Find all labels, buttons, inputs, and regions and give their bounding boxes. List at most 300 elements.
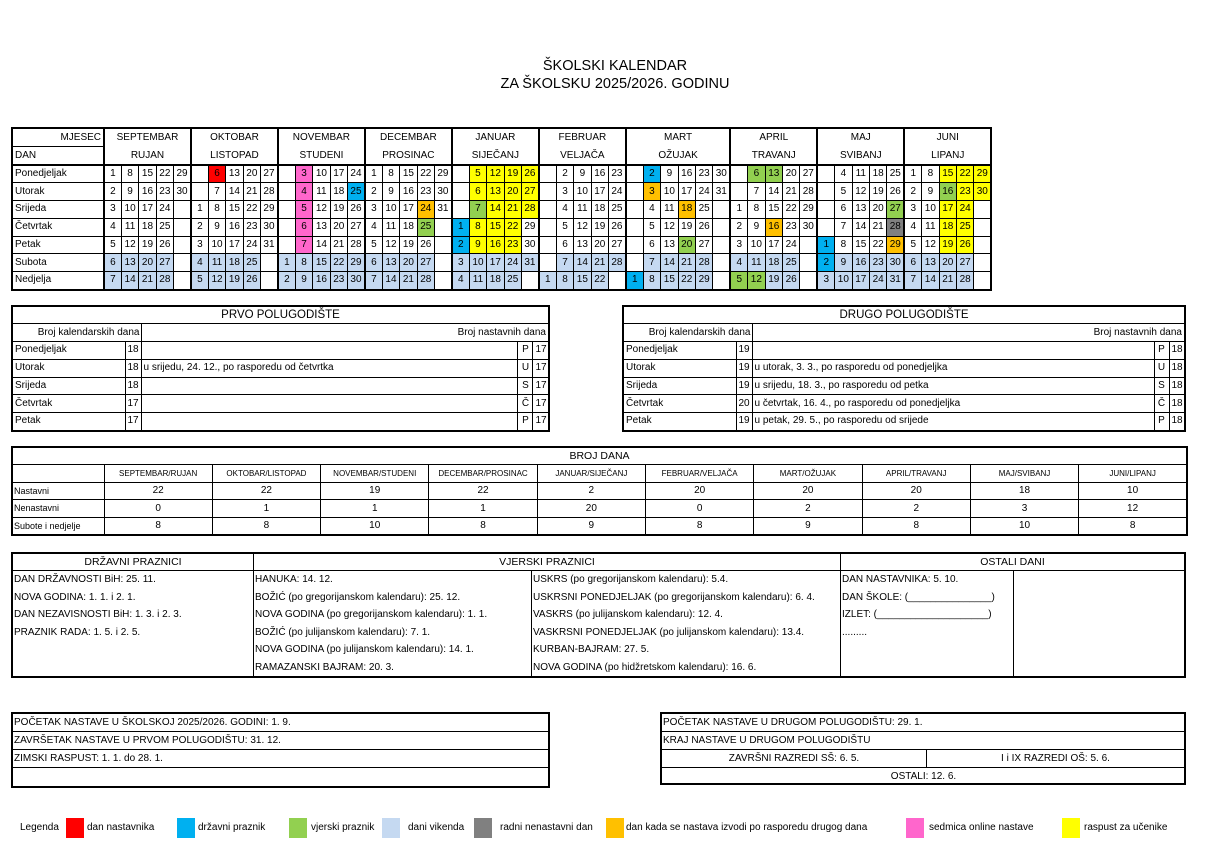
month-name: FEBRUAR [539, 128, 626, 147]
calendar-day-cell: 5 [730, 272, 747, 290]
religious-holiday-item: RAMAZANSKI BAJRAM: 20. 3. [255, 661, 394, 673]
calendar-day-cell [713, 236, 730, 254]
calendar-day-cell [626, 183, 643, 201]
calendar-day-cell: 22 [417, 165, 434, 183]
calendar-day-cell: 28 [521, 201, 538, 219]
day-count-value: 1 [321, 500, 429, 518]
corner-month: MJESEC [12, 128, 104, 147]
calendar-day-cell: 12 [748, 272, 765, 290]
calendar-day-cell: 16 [487, 236, 504, 254]
day-count-month: SEPTEMBAR/RUJAN [104, 465, 212, 483]
calendar-day-cell: 25 [887, 165, 904, 183]
calendar-day-cell: 30 [521, 236, 538, 254]
semester-day-count: 19 [736, 377, 752, 395]
calendar-day-cell: 14 [574, 254, 591, 272]
religious-holiday-item: VASKRSNI PONEDJELJAK (po julijanskom kalendaru): 13.4. [533, 626, 805, 638]
calendar-day-cell [261, 254, 278, 272]
day-name: Srijeda [12, 201, 104, 219]
calendar-day-cell: 1 [904, 165, 921, 183]
calendar-day-cell: 31 [887, 272, 904, 290]
semester-day-count: 20 [736, 395, 752, 413]
calendar-day-cell [261, 272, 278, 290]
calendar-day-cell: 29 [174, 165, 191, 183]
calendar-day-cell: 18 [765, 254, 782, 272]
calendar-day-cell: 23 [608, 165, 625, 183]
calendar-day-cell: 31 [521, 254, 538, 272]
calendar-day-cell: 22 [156, 165, 173, 183]
calendar-day-cell: 1 [539, 272, 556, 290]
semester-day-count: 19 [736, 342, 752, 360]
title-line-2: ZA ŠKOLSKU 2025/2026. GODINU [500, 76, 730, 92]
calendar-day-cell: 11 [574, 201, 591, 219]
month-name: APRIL [730, 128, 817, 147]
calendar-day-cell: 30 [174, 183, 191, 201]
calendar-day-cell: 15 [226, 201, 243, 219]
state-holiday-item: PRAZNIK RADA: 1. 5. i 2. 5. [14, 626, 141, 638]
day-count-value: 2 [862, 500, 970, 518]
calendar-day-cell: 16 [852, 254, 869, 272]
month-alt-name: PROSINAC [365, 147, 452, 166]
day-count-value: 20 [862, 482, 970, 500]
legend-swatch [906, 818, 924, 838]
religious-holiday-item: NOVA GODINA (po hidžretskom kalendaru): 16. 6. [533, 661, 757, 673]
calendar-day-cell: 2 [730, 218, 747, 236]
month-name: MART [626, 128, 730, 147]
semester-day: Utorak [623, 359, 736, 377]
calendar-day-cell: 16 [765, 218, 782, 236]
calendar-day-cell: 7 [748, 183, 765, 201]
calendar-day-cell: 12 [208, 272, 225, 290]
calendar-day-cell: 19 [226, 272, 243, 290]
calendar-day-cell: 8 [208, 201, 225, 219]
other-day-item: DAN ŠKOLE: (_______________) [842, 591, 995, 603]
calendar-day-cell: 11 [922, 218, 939, 236]
calendar-day-cell: 1 [452, 218, 469, 236]
legend-swatch [474, 818, 492, 838]
calendar-day-cell: 5 [104, 236, 121, 254]
semester-day-count: 18 [125, 377, 141, 395]
legend-swatch [177, 818, 195, 838]
legend-item-label: dan nastavnika [87, 822, 155, 833]
semester-note [752, 342, 1154, 360]
calendar-day-cell: 11 [852, 165, 869, 183]
calendar-day-cell: 7 [556, 254, 573, 272]
legend-item-label: vjerski praznik [311, 822, 375, 833]
legend-item-label: radni nenastavni dan [500, 822, 593, 833]
calendar-day-cell: 15 [939, 165, 956, 183]
calendar-day-cell: 28 [887, 218, 904, 236]
calendar-day-cell: 4 [556, 201, 573, 219]
calendar-day-cell: 30 [713, 165, 730, 183]
calendar-days-label: Broj kalendarskih dana [12, 324, 141, 342]
other-day-item: DAN NASTAVNIKA: 5. 10. [842, 574, 959, 585]
calendar-day-cell: 27 [695, 236, 712, 254]
month-alt-name: SVIBANJ [817, 147, 904, 166]
calendar-day-cell: 20 [139, 254, 156, 272]
calendar-day-cell: 18 [400, 218, 417, 236]
semester-note [141, 395, 518, 413]
calendar-day-cell: 13 [121, 254, 138, 272]
semester-note: u petak, 29. 5., po rasporedu od srijede [754, 415, 929, 427]
day-count-month: NOVEMBAR/STUDENI [321, 465, 429, 483]
religious-holiday-item: NOVA GODINA (po gregorijanskom kalendaru): 1. 1. [255, 609, 488, 621]
calendar-day-cell: 18 [869, 165, 886, 183]
day-count-value: 8 [1079, 517, 1187, 535]
calendar-day-cell: 18 [678, 201, 695, 219]
day-count-value: 8 [212, 517, 320, 535]
calendar-day-cell: 20 [591, 236, 608, 254]
calendar-day-cell: 17 [330, 165, 347, 183]
calendar-day-cell: 17 [591, 183, 608, 201]
calendar-day-cell: 14 [765, 183, 782, 201]
calendar-day-cell: 9 [922, 183, 939, 201]
calendar-day-cell [626, 218, 643, 236]
calendar-day-cell: 10 [835, 272, 852, 290]
calendar-day-cell: 9 [748, 218, 765, 236]
semester-day-letter: U [518, 359, 533, 377]
calendar-day-cell: 6 [748, 165, 765, 183]
other-day-item: ......... [842, 626, 868, 638]
calendar-day-cell: 16 [678, 165, 695, 183]
calendar-day-cell: 25 [608, 201, 625, 219]
calendar-day-cell: 27 [608, 236, 625, 254]
calendar-day-cell: 4 [295, 183, 312, 201]
semester-day-letter: U [1154, 359, 1169, 377]
semester-title: DRUGO POLUGODIŠTE [623, 306, 1185, 324]
calendar-day-cell: 18 [939, 218, 956, 236]
calendar-day-cell: 19 [400, 236, 417, 254]
calendar-day-cell: 16 [591, 165, 608, 183]
other-grades: OSTALI: 12. 6. [890, 771, 957, 782]
calendar-day-cell: 14 [852, 218, 869, 236]
calendar-day-cell: 15 [852, 236, 869, 254]
day-count-month: JUNI/LIPANJ [1079, 465, 1187, 483]
second-semester-end: KRAJ NASTAVE U DRUGOM POLUGODIŠTU [662, 732, 1184, 750]
calendar-day-cell: 14 [487, 201, 504, 219]
calendar-day-cell: 11 [661, 201, 678, 219]
calendar-day-cell: 24 [782, 236, 799, 254]
calendar-day-cell: 30 [974, 183, 991, 201]
state-holiday-item: DAN DRŽAVNOSTI BiH: 25. 11. [14, 574, 156, 585]
calendar-day-cell: 7 [365, 272, 382, 290]
calendar-day-cell: 15 [400, 165, 417, 183]
day-count-value: 19 [321, 482, 429, 500]
day-count-month: JANUAR/SIJEČANJ [537, 465, 645, 483]
calendar-day-cell: 22 [243, 201, 260, 219]
calendar-day-cell [974, 272, 991, 290]
calendar-day-cell: 4 [191, 254, 208, 272]
school-date-line: ZIMSKI RASPUST: 1. 1. do 28. 1. [13, 750, 548, 768]
calendar-day-cell: 23 [695, 165, 712, 183]
title-line-1: ŠKOLSKI KALENDAR [542, 58, 688, 74]
semester-day-letter: P [1154, 342, 1169, 360]
calendar-days-label: Broj kalendarskih dana [623, 324, 752, 342]
calendar-day-cell: 24 [243, 236, 260, 254]
calendar-day-cell: 12 [121, 236, 138, 254]
calendar-day-cell: 12 [661, 218, 678, 236]
calendar-day-cell [191, 183, 208, 201]
calendar-day-cell: 24 [608, 183, 625, 201]
calendar-day-cell: 25 [156, 218, 173, 236]
calendar-day-cell: 14 [922, 272, 939, 290]
calendar-day-cell: 19 [139, 236, 156, 254]
calendar-day-cell: 17 [487, 254, 504, 272]
calendar-day-cell: 1 [278, 254, 295, 272]
semester-teaching-count: 18 [1169, 395, 1185, 413]
calendar-day-cell: 19 [869, 183, 886, 201]
calendar-day-cell [539, 236, 556, 254]
calendar-day-cell: 13 [574, 236, 591, 254]
day-count-value: 1 [429, 500, 537, 518]
day-count-value: 2 [537, 482, 645, 500]
calendar-day-cell: 19 [330, 201, 347, 219]
legend [0, 818, 1230, 838]
calendar-day-cell: 11 [208, 254, 225, 272]
calendar-day-cell [278, 218, 295, 236]
day-count-value: 10 [1079, 482, 1187, 500]
calendar-day-cell: 13 [661, 236, 678, 254]
calendar-day-cell: 29 [800, 201, 817, 219]
calendar-day-cell: 29 [348, 254, 365, 272]
calendar-day-cell [626, 254, 643, 272]
calendar-day-cell: 28 [956, 272, 973, 290]
calendar-day-cell: 2 [817, 254, 834, 272]
calendar-day-cell: 11 [469, 272, 486, 290]
calendar-day-cell: 20 [939, 254, 956, 272]
calendar-day-cell: 4 [643, 201, 660, 219]
month-name: NOVEMBAR [278, 128, 365, 147]
semester-note: u srijedu, 24. 12., po rasporedu od četvrtka [141, 359, 518, 377]
calendar-day-cell [434, 272, 451, 290]
calendar-day-cell: 4 [104, 218, 121, 236]
calendar-day-cell: 5 [643, 218, 660, 236]
calendar-day-cell: 9 [295, 272, 312, 290]
calendar-day-cell [800, 254, 817, 272]
month-name: MAJ [817, 128, 904, 147]
calendar-day-cell: 24 [695, 183, 712, 201]
state-holiday-item: NOVA GODINA: 1. 1. i 2. 1. [14, 591, 136, 603]
calendar-day-cell [974, 236, 991, 254]
calendar-day-cell: 20 [243, 165, 260, 183]
calendar-day-cell: 10 [208, 236, 225, 254]
calendar-day-cell: 25 [504, 272, 521, 290]
calendar-day-cell: 30 [434, 183, 451, 201]
calendar-day-cell: 7 [208, 183, 225, 201]
day-name: Ponedjeljak [12, 165, 104, 183]
calendar-day-cell: 20 [330, 218, 347, 236]
calendar-day-cell: 21 [591, 254, 608, 272]
calendar-day-cell: 1 [730, 201, 747, 219]
day-name: Nedjelja [12, 272, 104, 290]
calendar-day-cell: 8 [382, 165, 399, 183]
page-title [0, 57, 1230, 93]
semester-day-letter: P [1154, 413, 1169, 431]
calendar-day-cell: 26 [417, 236, 434, 254]
month-alt-name: LISTOPAD [191, 147, 278, 166]
semester-day-count: 17 [125, 395, 141, 413]
calendar-day-cell: 22 [330, 254, 347, 272]
day-name: Četvrtak [12, 218, 104, 236]
holidays-panel [11, 552, 1186, 678]
calendar-day-cell: 16 [313, 272, 330, 290]
calendar-day-cell [174, 218, 191, 236]
day-count-value: 18 [970, 482, 1078, 500]
calendar-day-cell: 8 [121, 165, 138, 183]
semester-day-letter: Č [518, 395, 533, 413]
legend-swatch [66, 818, 84, 838]
calendar-day-cell: 19 [765, 272, 782, 290]
calendar-day-cell: 2 [365, 183, 382, 201]
calendar-day-cell: 19 [678, 218, 695, 236]
semester-teaching-count: 17 [533, 377, 549, 395]
calendar-day-cell [626, 201, 643, 219]
calendar-day-cell: 29 [887, 236, 904, 254]
calendar-day-cell: 22 [591, 272, 608, 290]
calendar-day-cell [452, 165, 469, 183]
calendar-day-cell [817, 201, 834, 219]
calendar-day-cell: 1 [817, 236, 834, 254]
calendar-day-cell: 9 [574, 165, 591, 183]
religious-holiday-item: USKRSNI PONEDJELJAK (po gregorijanskom kalendaru): 6. 4. [533, 591, 815, 603]
calendar-day-cell: 23 [504, 236, 521, 254]
second-semester-table [622, 305, 1186, 432]
semester-teaching-count: 17 [533, 395, 549, 413]
calendar-day-cell: 28 [608, 254, 625, 272]
school-date-line: POČETAK NASTAVE U ŠKOLSKOJ 2025/2026. GODINI: 1. 9. [13, 714, 548, 732]
calendar-day-cell: 21 [139, 272, 156, 290]
calendar-day-cell [539, 183, 556, 201]
calendar-day-cell: 6 [643, 236, 660, 254]
calendar-day-cell: 16 [226, 218, 243, 236]
calendar-day-cell: 28 [417, 272, 434, 290]
religious-holiday-item: NOVA GODINA (po julijanskom kalendaru): 14. 1. [255, 644, 474, 656]
calendar-day-cell: 30 [800, 218, 817, 236]
calendar-day-cell: 18 [139, 218, 156, 236]
calendar-day-cell: 2 [643, 165, 660, 183]
calendar-day-cell: 3 [295, 165, 312, 183]
day-count-value: 20 [754, 482, 862, 500]
calendar-day-cell: 7 [295, 236, 312, 254]
month-alt-name: SIJEČANJ [452, 147, 539, 166]
calendar-day-cell: 23 [243, 218, 260, 236]
calendar-day-cell: 21 [782, 183, 799, 201]
calendar-day-cell: 14 [661, 254, 678, 272]
calendar-day-cell: 20 [504, 183, 521, 201]
calendar-day-cell: 27 [156, 254, 173, 272]
day-count-value: 20 [645, 482, 753, 500]
day-count-value: 1 [212, 500, 320, 518]
calendar-day-cell: 16 [139, 183, 156, 201]
religious-holiday-item: BOŽIĆ (po julijanskom kalendaru): 7. 1. [255, 626, 431, 638]
month-alt-name: LIPANJ [904, 147, 991, 166]
semester-teaching-count: 18 [1169, 359, 1185, 377]
calendar-day-cell: 18 [226, 254, 243, 272]
calendar-day-cell: 5 [469, 165, 486, 183]
calendar-day-cell [713, 201, 730, 219]
calendar-day-cell [626, 165, 643, 183]
day-name: Utorak [12, 183, 104, 201]
semester-day-letter: Č [1154, 395, 1169, 413]
calendar-day-cell: 6 [835, 201, 852, 219]
calendar-day-cell: 8 [748, 201, 765, 219]
calendar-day-cell: 5 [365, 236, 382, 254]
calendar-day-cell: 1 [104, 165, 121, 183]
end-dates-row [662, 750, 1184, 768]
day-count-month: APRIL/TRAVANJ [862, 465, 970, 483]
calendar-day-cell: 15 [765, 201, 782, 219]
calendar-day-cell: 6 [365, 254, 382, 272]
calendar-day-cell: 15 [574, 272, 591, 290]
legend-swatch [1062, 818, 1080, 838]
legend-swatch [606, 818, 624, 838]
calendar-day-cell: 13 [765, 165, 782, 183]
day-count-value: 0 [645, 500, 753, 518]
day-count-row-label: Nenastavni [12, 500, 104, 518]
day-name: Petak [12, 236, 104, 254]
semester-teaching-count: 17 [533, 413, 549, 431]
calendar-day-cell: 21 [939, 272, 956, 290]
calendar-day-cell: 26 [156, 236, 173, 254]
month-alt-name: TRAVANJ [730, 147, 817, 166]
calendar-day-cell: 24 [417, 201, 434, 219]
calendar-day-cell: 11 [313, 183, 330, 201]
calendar-day-cell [713, 218, 730, 236]
semester-teaching-count: 18 [1169, 342, 1185, 360]
calendar-day-cell [452, 183, 469, 201]
day-count-value: 8 [645, 517, 753, 535]
calendar-day-cell: 22 [504, 218, 521, 236]
calendar-day-cell: 10 [121, 201, 138, 219]
calendar-day-cell: 6 [104, 254, 121, 272]
corner-day: DAN [12, 147, 104, 166]
calendar-day-cell: 24 [869, 272, 886, 290]
semester-teaching-count: 17 [533, 342, 549, 360]
calendar-day-cell: 17 [678, 183, 695, 201]
calendar-day-cell [539, 201, 556, 219]
religious-holiday-item: USKRS (po gregorijanskom kalendaru): 5.4. [533, 574, 729, 585]
calendar-day-cell: 9 [382, 183, 399, 201]
calendar-day-cell [817, 218, 834, 236]
calendar-day-cell: 9 [208, 218, 225, 236]
semester-day: Četvrtak [623, 395, 736, 413]
calendar-day-cell: 15 [139, 165, 156, 183]
calendar-day-cell: 2 [278, 272, 295, 290]
calendar-day-cell: 3 [191, 236, 208, 254]
day-count-value: 12 [1079, 500, 1187, 518]
day-count-value: 9 [754, 517, 862, 535]
calendar-day-cell: 21 [869, 218, 886, 236]
calendar-day-cell: 11 [121, 218, 138, 236]
calendar-day-cell: 6 [208, 165, 225, 183]
calendar-day-cell: 13 [313, 218, 330, 236]
calendar-day-cell: 19 [504, 165, 521, 183]
month-alt-name: OŽUJAK [626, 147, 730, 166]
calendar-day-cell: 12 [852, 183, 869, 201]
day-count-month: MAJ/SVIBANJ [970, 465, 1078, 483]
calendar-day-cell: 26 [521, 165, 538, 183]
calendar-day-cell: 8 [922, 165, 939, 183]
calendar-day-cell: 24 [156, 201, 173, 219]
calendar-day-cell: 25 [417, 218, 434, 236]
month-name: JANUAR [452, 128, 539, 147]
calendar-day-cell [434, 236, 451, 254]
semester-day-count: 17 [125, 413, 141, 431]
semester-note: u utorak, 3. 3., po rasporedu od ponedjeljka [752, 359, 1154, 377]
calendar-day-cell [713, 272, 730, 290]
day-count-table [11, 446, 1188, 536]
calendar-day-cell: 3 [556, 183, 573, 201]
day-count-value: 22 [104, 482, 212, 500]
